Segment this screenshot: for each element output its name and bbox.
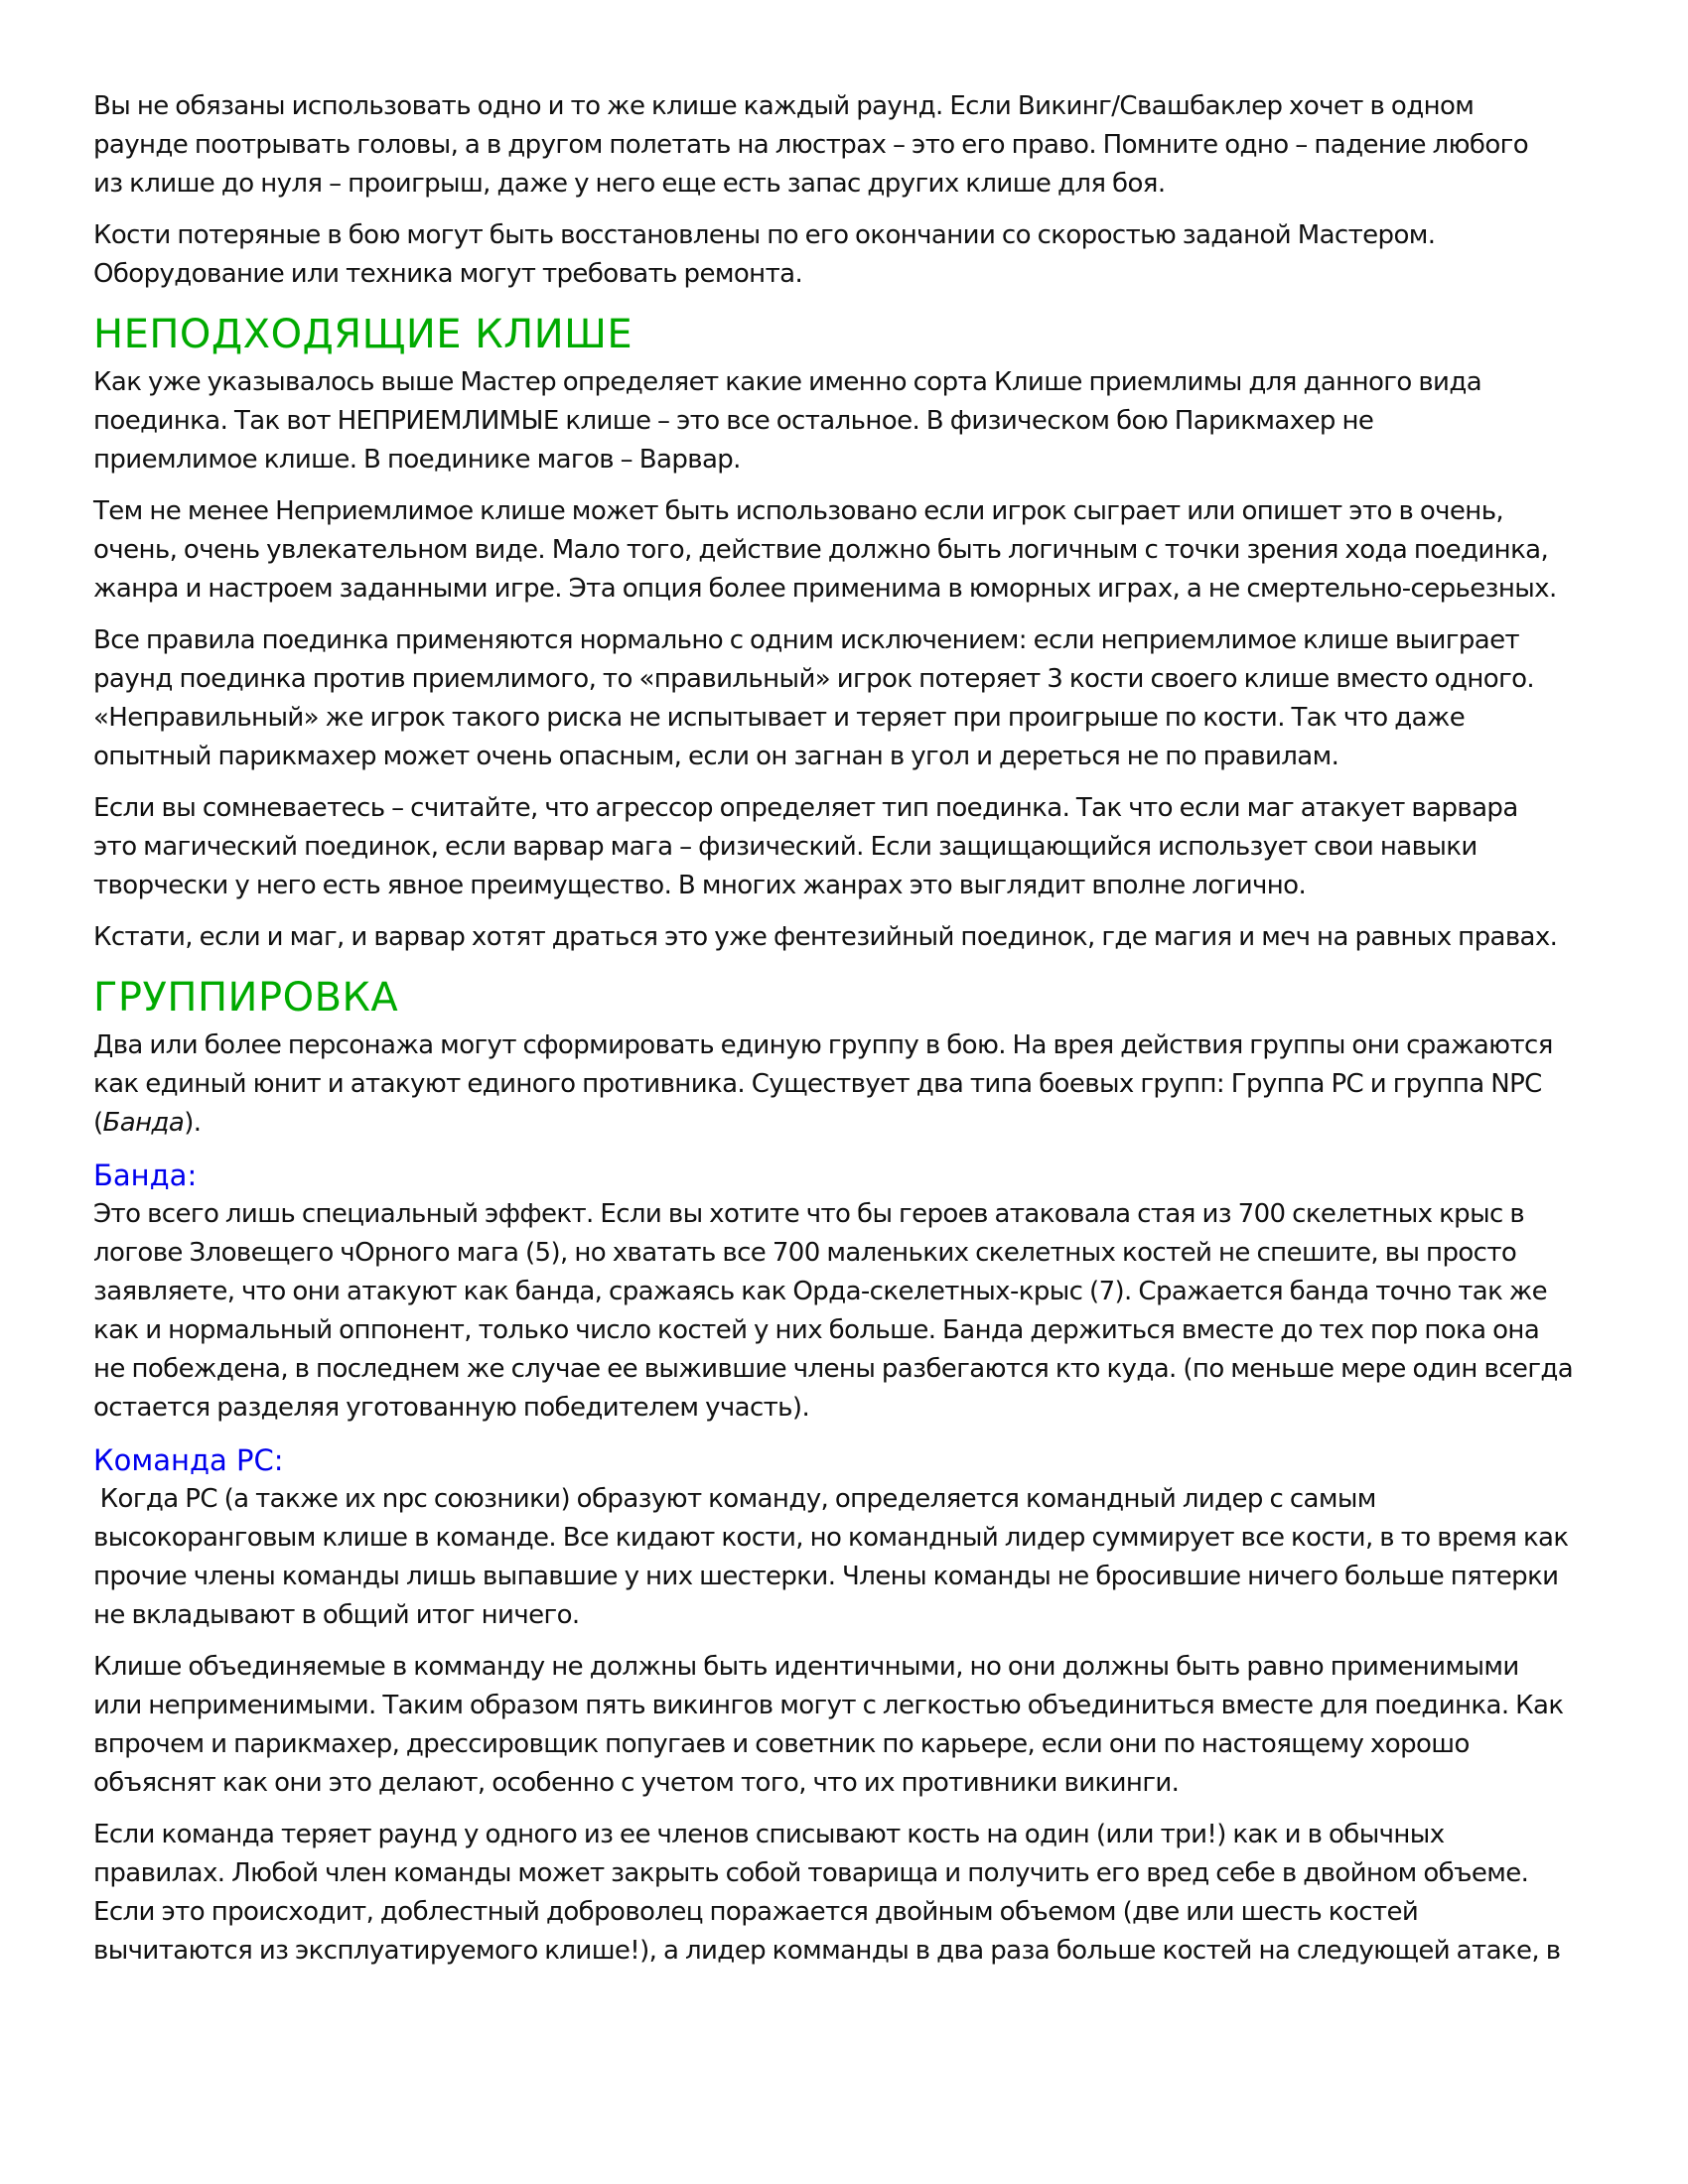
text-line: Кости потеряные в бою могут быть восстановлены по его окончании со скоростью заданой Мастером. bbox=[93, 220, 1436, 250]
text-line: Как уже указывалось выше Мастер определяет какие именно сорта Клише приемлимы для данного вида bbox=[93, 367, 1482, 397]
text-line: заявляете, что они атакуют как банда, сражаясь как Орда-скелетных-крыс (7). Сражается банда точно так же bbox=[93, 1277, 1548, 1306]
text-line: Если это происходит, доблестный доброволец поражается двойным объемом (две или шесть костей bbox=[93, 1897, 1419, 1927]
text-line: прочие члены команды лишь выпавшие у них шестерки. Члены команды не бросившие ничего больше пятерки bbox=[93, 1562, 1559, 1591]
text-line: «Неправильный» же игрок такого риска не испытывает и теряет при проигрыше по кости. Так что даже bbox=[93, 703, 1466, 733]
text-line: поединка. Так вот НЕПРИЕМЛИМЫЕ клише – это все остальное. В физическом бою Парикмахер не bbox=[93, 406, 1374, 436]
paren-open: ( bbox=[93, 1108, 103, 1138]
text-line: Кстати, если и маг, и варвар хотят драться это уже фентезийный поединок, где магия и меч на равных правах. bbox=[93, 922, 1558, 952]
text-line: или неприменимыми. Таким образом пять викингов могут с легкостью объединиться вместе для поединка. Как bbox=[93, 1691, 1564, 1720]
subheading-colon: : bbox=[273, 1443, 284, 1477]
text-line: Оборудование или техника могут требовать ремонта. bbox=[93, 259, 803, 289]
text-line: впрочем и парикмахер, дрессировщик попугаев и советник по карьере, если они по настоящему хорошо bbox=[93, 1729, 1470, 1759]
paragraph-pc-team-1 bbox=[93, 1480, 1603, 1635]
subheading-colon: : bbox=[187, 1159, 198, 1192]
paren-close: ). bbox=[184, 1108, 202, 1138]
paragraph-unsuitable-2 bbox=[93, 492, 1603, 609]
text-line: не вкладывают в общий итог ничего. bbox=[93, 1600, 580, 1630]
text-line: опытный парикмахер может очень опасным, если он загнан в угол и дереться не по правилам. bbox=[93, 742, 1339, 771]
paragraph-unsuitable-1 bbox=[93, 363, 1603, 479]
paragraph-grouping-1 bbox=[93, 1026, 1603, 1143]
paragraph-unsuitable-4 bbox=[93, 789, 1603, 905]
heading-grouping: ГРУППИРОВКА bbox=[93, 975, 399, 1021]
text-line: приемлимое клише. В поединике магов – Варвар. bbox=[93, 445, 741, 475]
text-line: Два или более персонажа могут сформировать единую группу в бою. На врея действия группы они сражаются bbox=[93, 1030, 1553, 1060]
paragraph-pc-team-3 bbox=[93, 1816, 1603, 1971]
document-page bbox=[93, 87, 1603, 1983]
text-line: не побеждена, в последнем же случае ее выжившие члены разбегаются кто куда. (по меньше мере один всегда bbox=[93, 1354, 1574, 1384]
text-line: раунде поотрывать головы, а в другом полетать на люстрах – это его право. Помните одно – падение любого bbox=[93, 130, 1529, 160]
text-line: логове Зловещего чОрного мага (5), но хватать все 700 маленьких скелетных костей не спешите, вы просто bbox=[93, 1238, 1517, 1268]
paragraph-gang-1 bbox=[93, 1195, 1603, 1428]
text-line: творчески у него есть явное преимущество. В многих жанрах это выглядит вполне логично. bbox=[93, 871, 1307, 900]
text-line: Клише объединяемые в комманду не должны быть идентичными, но они должны быть равно применимыми bbox=[93, 1652, 1519, 1682]
paragraph-unsuitable-5 bbox=[93, 918, 1603, 957]
text-line: Это всего лишь специальный эффект. Если вы хотите что бы героев атаковала стая из 700 скелетных крыс в bbox=[93, 1199, 1525, 1229]
text-line: правилах. Любой член команды может закрыть собой товарища и получить его вред себе в двойном объеме. bbox=[93, 1858, 1529, 1888]
paragraph-pc-team-2 bbox=[93, 1648, 1603, 1803]
text-line: Тем не менее Неприемлимое клише может быть использовано если игрок сыграет или опишет это в очень, bbox=[93, 496, 1504, 526]
text-line: объяснят как они это делают, особенно с учетом того, что их противники викинги. bbox=[93, 1768, 1180, 1798]
text-line bbox=[93, 1104, 1603, 1143]
text-line: вычитаются из эксплуатируемого клише!), а лидер комманды в два раза больше костей на следующей атаке, в bbox=[93, 1936, 1561, 1966]
subheading-gang bbox=[93, 1156, 1603, 1195]
subheading-gang-label: Банда bbox=[93, 1159, 188, 1192]
subheading-pc-team-label: Команда PC bbox=[93, 1443, 274, 1477]
text-line: раунд поединка против приемлимого, то «правильный» игрок потеряет 3 кости своего клише вместо одного. bbox=[93, 664, 1535, 694]
text-line: из клише до нуля – проигрыш, даже у него еще есть запас других клише для боя. bbox=[93, 169, 1166, 199]
text-line: это магический поединок, если варвар мага – физический. Если защищающийся использует свои навыки bbox=[93, 832, 1477, 862]
text-line: Если команда теряет раунд у одного из ее членов списывают кость на один (или три!) как и в обычных bbox=[93, 1820, 1445, 1849]
paragraph-unsuitable-3 bbox=[93, 621, 1603, 776]
text-line: Если вы сомневаетесь – считайте, что агрессор определяет тип поединка. Так что если маг атакует варвара bbox=[93, 793, 1518, 823]
text-line: очень, очень увлекательном виде. Мало того, действие должно быть логичным с точки зрения хода поединка, bbox=[93, 535, 1549, 565]
text-line: остается разделяя уготованную победителем участь). bbox=[93, 1393, 810, 1423]
heading-unsuitable-cliches: НЕПОДХОДЯЩИЕ КЛИШЕ bbox=[93, 312, 633, 357]
paragraph-intro-1 bbox=[93, 87, 1603, 204]
text-line: Когда PC (а также их npc союзники) образуют команду, определяется командный лидер с самым bbox=[93, 1484, 1376, 1514]
text-line: высокоранговым клише в команде. Все кидают кости, но командный лидер суммирует все кости, в то время как bbox=[93, 1523, 1569, 1553]
text-line: как единый юнит и атакуют единого противника. Существует два типа боевых групп: Группа PC и группа NPC bbox=[93, 1069, 1542, 1099]
text-line: Вы не обязаны использовать одно и то же клише каждый раунд. Если Викинг/Свашбаклер хочет в одном bbox=[93, 91, 1475, 121]
paragraph-intro-2 bbox=[93, 216, 1603, 294]
gang-term-italic: Банда bbox=[102, 1108, 185, 1138]
text-line: Все правила поединка применяются нормально с одним исключением: если неприемлимое клише выиграет bbox=[93, 625, 1520, 655]
text-line: жанра и настроем заданными игре. Эта опция более применима в юморных играх, а не смертельно-серьезных. bbox=[93, 574, 1557, 604]
subheading-pc-team bbox=[93, 1440, 1603, 1480]
text-line: как и нормальный оппонент, только число костей у них больше. Банда держиться вместе до тех пор пока она bbox=[93, 1315, 1540, 1345]
